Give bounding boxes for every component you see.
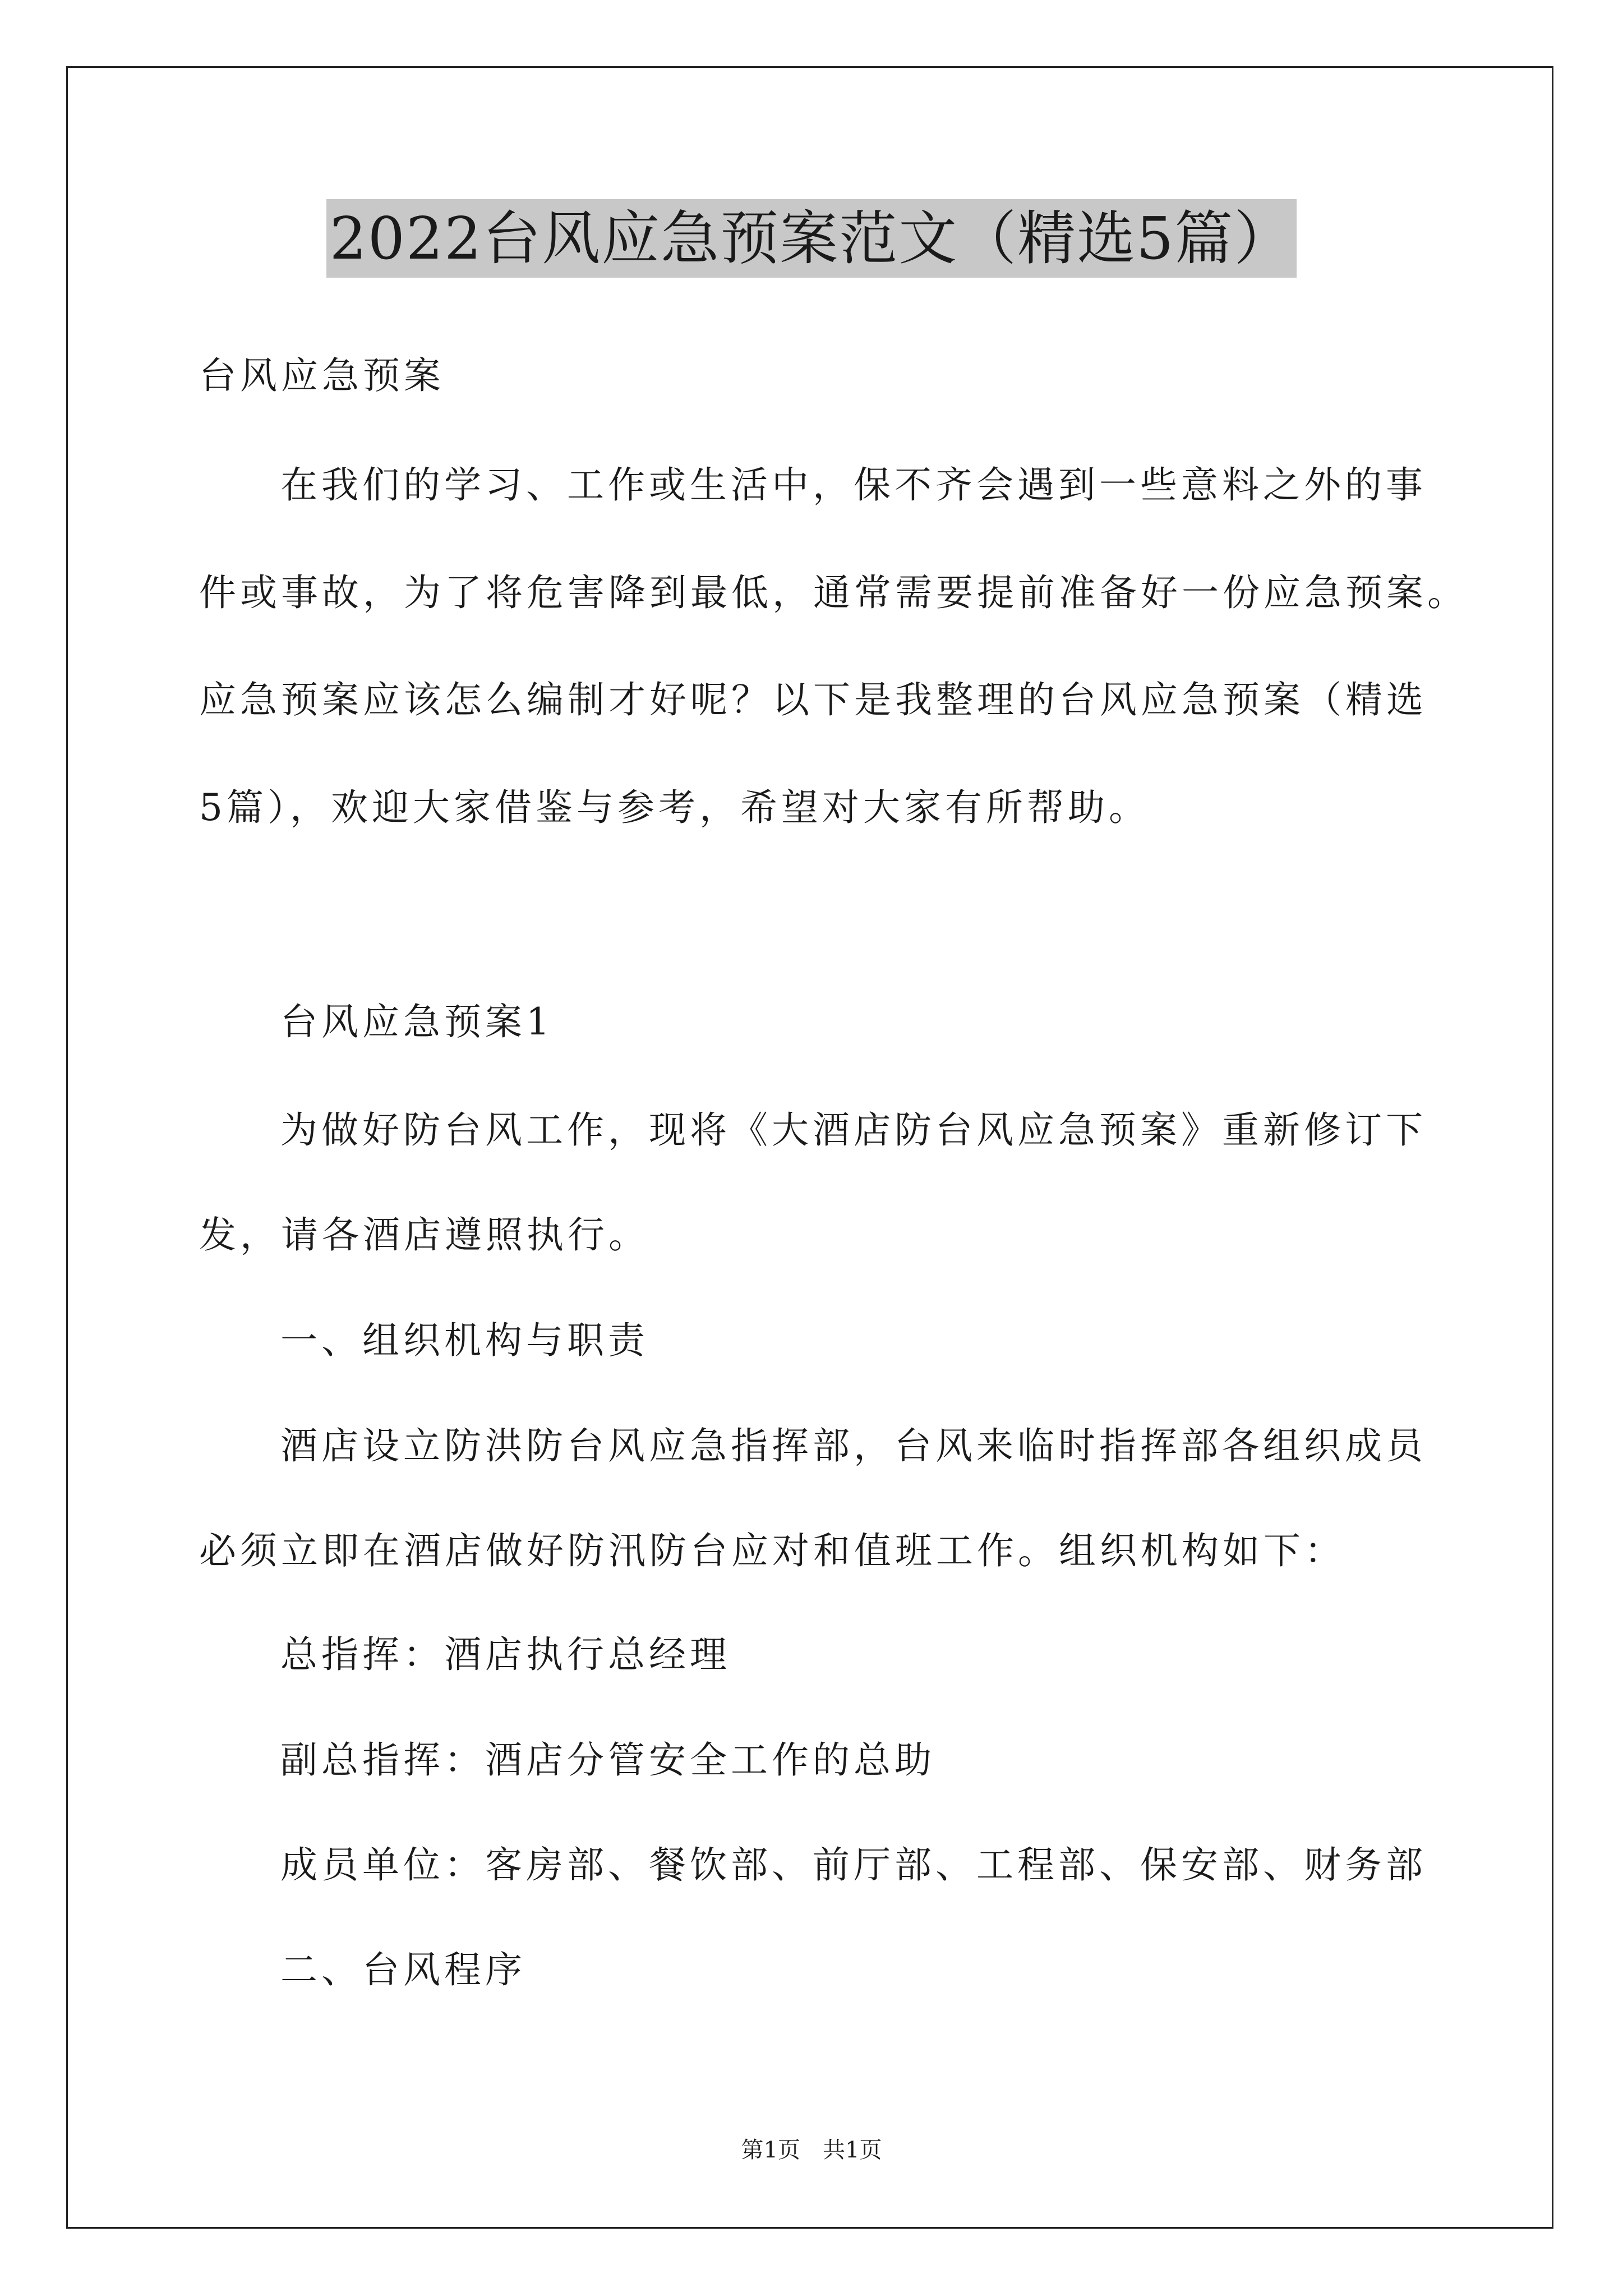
paragraph-line: 应急预案应该怎么编制才好呢？以下是我整理的台风应急预案（精选 — [199, 678, 1427, 721]
paragraph-line: 成员单位：客房部、餐饮部、前厅部、工程部、保安部、财务部 — [280, 1843, 1427, 1887]
page-footer: 第1页 共1页 — [741, 2137, 882, 2163]
paragraph-line: 发，请各酒店遵照执行。 — [199, 1213, 649, 1257]
paragraph-heading: 一、组织机构与职责 — [280, 1319, 649, 1362]
paragraph-line: 副总指挥：酒店分管安全工作的总助 — [280, 1738, 935, 1782]
paragraph-line: 酒店设立防洪防台风应急指挥部，台风来临时指挥部各组织成员 — [280, 1424, 1427, 1467]
document-title: 2022台风应急预案范文（精选5篇） — [326, 199, 1297, 278]
paragraph-line: 为做好防台风工作，现将《大酒店防台风应急预案》重新修订下 — [280, 1108, 1427, 1152]
paragraph-line: 件或事故，为了将危害降到最低，通常需要提前准备好一份应急预案。 — [199, 571, 1468, 614]
title-container — [0, 199, 1623, 278]
paragraph-line: 必须立即在酒店做好防汛防台应对和值班工作。组织机构如下： — [199, 1529, 1345, 1572]
paragraph-heading: 二、台风程序 — [280, 1948, 526, 1991]
paragraph-line: 总指挥：酒店执行总经理 — [280, 1633, 731, 1676]
paragraph-line: 5篇），欢迎大家借鉴与参考，希望对大家有所帮助。 — [199, 786, 1150, 829]
subsection-heading: 台风应急预案1 — [280, 1000, 554, 1043]
paragraph-line: 在我们的学习、工作或生活中，保不齐会遇到一些意料之外的事 — [280, 463, 1427, 507]
section-heading: 台风应急预案 — [199, 354, 445, 397]
